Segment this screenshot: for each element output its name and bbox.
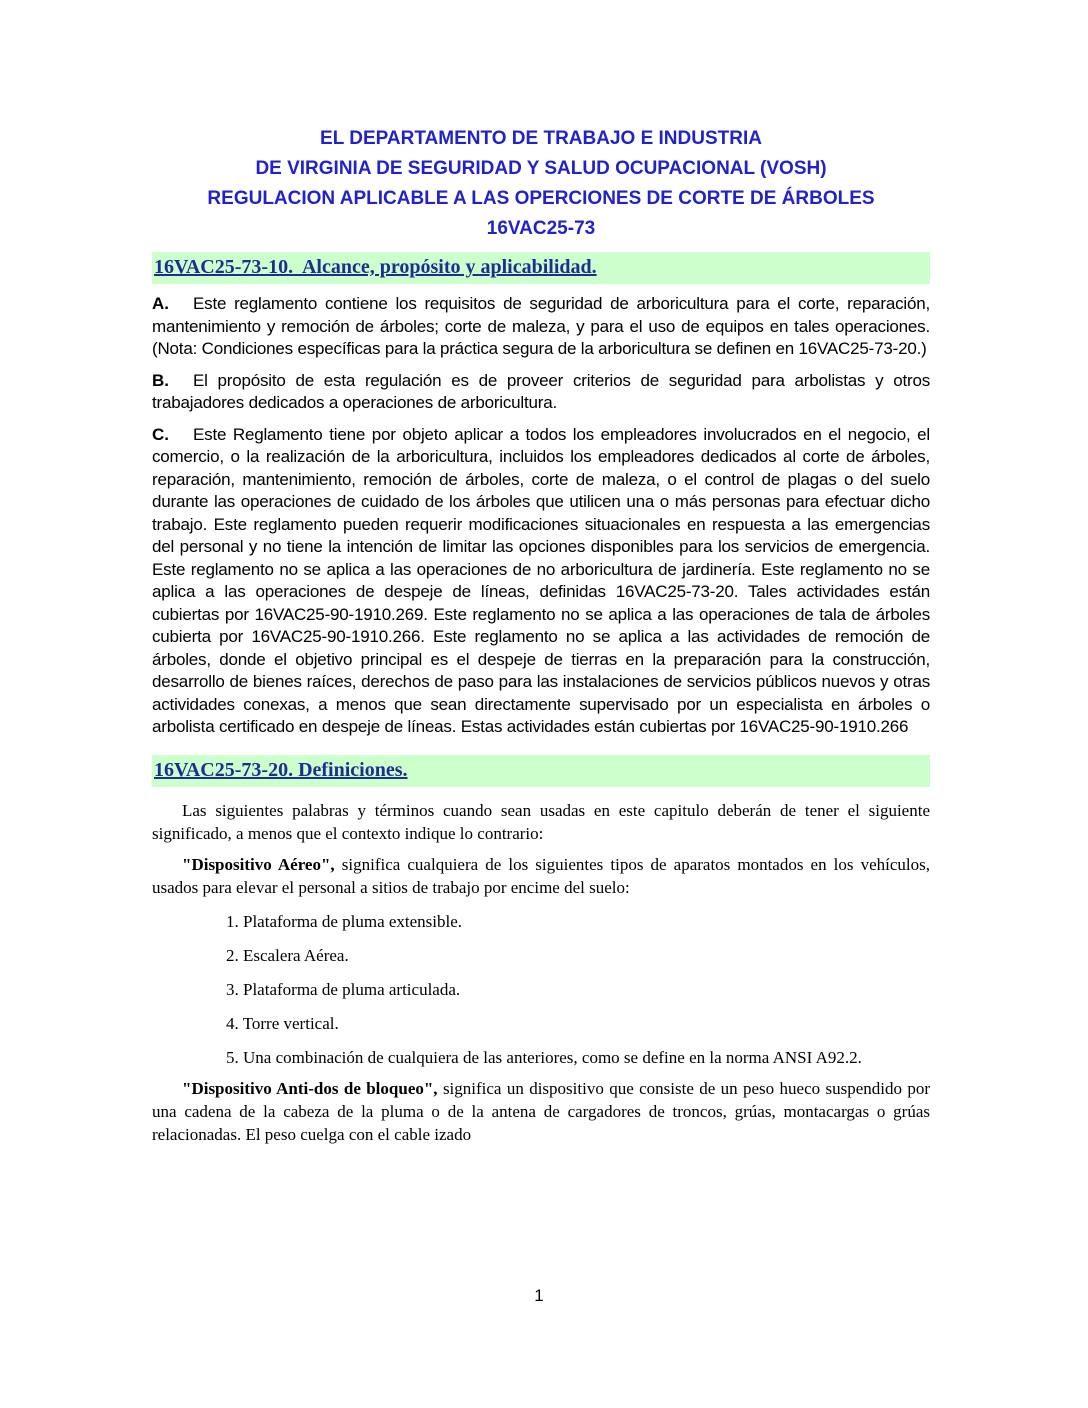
- definition-dispositivo-antidos: [152, 1077, 930, 1146]
- section-heading-alcance-text: 16VAC25-73-10. Alcance, propósito y aplicabilidad.: [154, 256, 597, 278]
- section-heading-definiciones-text: 16VAC25-73-20. Definiciones.: [154, 758, 408, 781]
- list-item-5: 5. Una combinación de cualquiera de las anteriores, como se define en la norma ANSI A92.2.: [226, 1047, 862, 1067]
- list-item-3: 3. Plataforma de pluma articulada.: [226, 979, 461, 999]
- section-heading-definiciones: [152, 755, 930, 787]
- definitions-intro: Las siguientes palabras y términos cuando sean usadas en este capitulo deberán de tener el siguiente significado, a menos que el contexto indique lo contrario:: [152, 800, 930, 843]
- section-heading-alcance: [152, 252, 930, 284]
- paragraph-b: [152, 370, 930, 415]
- list-item-4: 4. Torre vertical.: [226, 1013, 339, 1033]
- definition-term: "Dispositivo Aéreo",: [182, 854, 335, 874]
- paragraph-a: [152, 293, 930, 361]
- title-line-1: EL DEPARTAMENTO DE TRABAJO E INDUSTRIA: [320, 128, 762, 149]
- paragraph-a-label: A.: [152, 294, 169, 313]
- paragraph-c-text: Este Reglamento tiene por objeto aplicar a todos los empleadores involucrados en el negocio, el comercio, o la realización de la arboricultura, incluidos los empleadores dedicados al corte de árboles, reparación, mantenimiento, remoción de árboles, corte de maleza, o el control de plagas o del suelo durante las operaciones de cuidado de los árboles que utilicen una o más personas para efectuar dicho trabajo. Este reglamento pueden requerir modificaciones situacionales en respuesta a las emergencias del personal y no tiene la intención de limitar las opciones disponibles para los servicios de emergencia. Este reglamento no se aplica a las operaciones de no arboricultura de jardinería. Este reglamento no se aplica a las operaciones de despeje de líneas, definidas 16VAC25-73-20. Tales actividades están cubiertas por 16VAC25-90-1910.269. Este reglamento no se aplica a las operaciones de tala de árboles cubierta por 16VAC25-90-1910.266. Este reglamento no se aplica a las actividades de remoción de árboles, donde el objetivo principal es el despeje de tierras en la preparación para la construcción, desarrollo de bienes raíces, derechos de paso para las instalaciones de servicios públicos nuevos y otras actividades conexas, a menos que sean directamente supervisado por un especialista en árboles o arbolista certificado en despeje de líneas. Estas actividades están cubiertas por 16VAC25-90-1910.266: [152, 424, 930, 736]
- title-line-4: 16VAC25-73: [486, 218, 596, 239]
- definition-term: "Dispositivo Anti-dos de bloqueo",: [182, 1078, 438, 1098]
- paragraph-a-text: Este reglamento contiene los requisitos de seguridad de arboricultura para el corte, reparación, mantenimiento y remoción de árboles; corte de maleza, y para el uso de equipos en tales operaciones. (Nota: Condiciones específicas para la práctica segura de la arboricultura se definen en 16VAC25-73-20.): [152, 294, 930, 358]
- paragraph-c: [152, 424, 930, 739]
- definition-text: significa un dispositivo que consiste de un peso hueco suspendido por una cadena de la cabeza de la pluma o de la antena de cargadores de troncos, grúas, montacargas o grúas relacionadas. El peso cuelga con el cable izado: [152, 1078, 931, 1144]
- document-title: [152, 124, 930, 244]
- definition-dispositivo-aereo: [152, 853, 930, 899]
- aerial-device-list: [152, 910, 930, 1069]
- title-line-3: REGULACION APLICABLE A LAS OPERCIONES DE CORTE DE ÁRBOLES: [207, 188, 875, 209]
- definition-text: significa cualquiera de los siguientes tipos de aparatos montados en los vehículos, usados para elevar el personal a sitios de trabajo por encime del suelo:: [152, 854, 931, 897]
- paragraph-b-text: El propósito de esta regulación es de proveer criterios de seguridad para arbolistas y otros trabajadores dedicados a operaciones de arboricultura.: [152, 370, 930, 412]
- list-item-1: 1. Plataforma de pluma extensible.: [226, 911, 463, 931]
- page-number: 1: [534, 1286, 544, 1305]
- paragraph-b-label: B.: [152, 370, 169, 390]
- list-item-2: 2. Escalera Aérea.: [226, 945, 349, 965]
- title-line-2: DE VIRGINIA DE SEGURIDAD Y SALUD OCUPACIONAL (VOSH): [255, 158, 827, 179]
- paragraph-c-label: C.: [152, 424, 169, 444]
